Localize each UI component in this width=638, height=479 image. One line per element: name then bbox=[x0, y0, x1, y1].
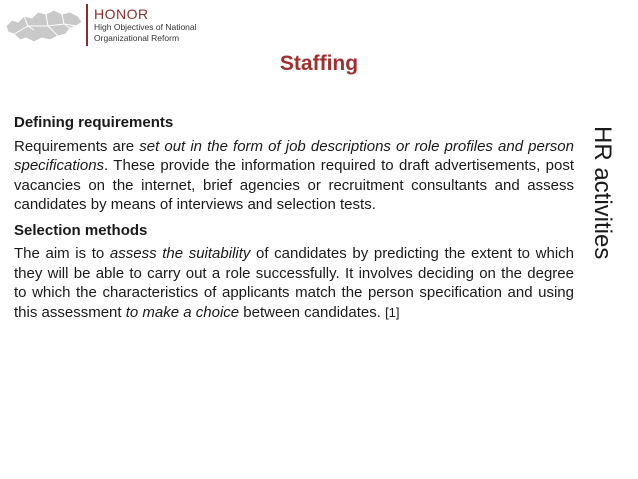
text-run: The aim is to bbox=[14, 245, 110, 262]
side-label: HR activities bbox=[589, 126, 616, 260]
slide-title: Staffing bbox=[279, 52, 359, 75]
text-run: . These provide the information required to draft advertisements, post vacancies on the internet, brief agencies or recruitment consultants and assess candidates by means of interviews and selection tests. bbox=[14, 157, 574, 213]
reference-marker: [1] bbox=[385, 304, 400, 320]
section-paragraph-defining bbox=[14, 137, 574, 215]
emphasis-run: assess the suitability bbox=[109, 245, 251, 262]
logo-subtitle-line1: High Objectives of National bbox=[94, 22, 197, 32]
text-run: Requirements are bbox=[14, 137, 140, 155]
logo-name: HONOR bbox=[94, 6, 149, 22]
logo-subtitle-line2: Organizational Reform bbox=[94, 33, 180, 43]
text-run: of candidates by predicting the extent to which they will be able to carry out a role successfully. It involves deciding on the degree to which the characteristics of applicants match the person specification and using this assessment bbox=[14, 245, 574, 321]
section-heading-defining: Defining requirements bbox=[14, 114, 174, 131]
kyrgyzstan-map-icon bbox=[4, 6, 84, 44]
emphasis-run: set out in the form of job descriptions or role profiles and person specifications bbox=[14, 137, 574, 174]
logo-divider bbox=[86, 4, 88, 46]
section-heading-selection: Selection methods bbox=[14, 221, 148, 239]
text-run: between candidates. bbox=[239, 303, 386, 321]
section-paragraph-selection bbox=[14, 244, 574, 322]
emphasis-run: to make a choice bbox=[125, 303, 240, 321]
slide-content bbox=[14, 113, 574, 328]
logo bbox=[94, 6, 197, 44]
